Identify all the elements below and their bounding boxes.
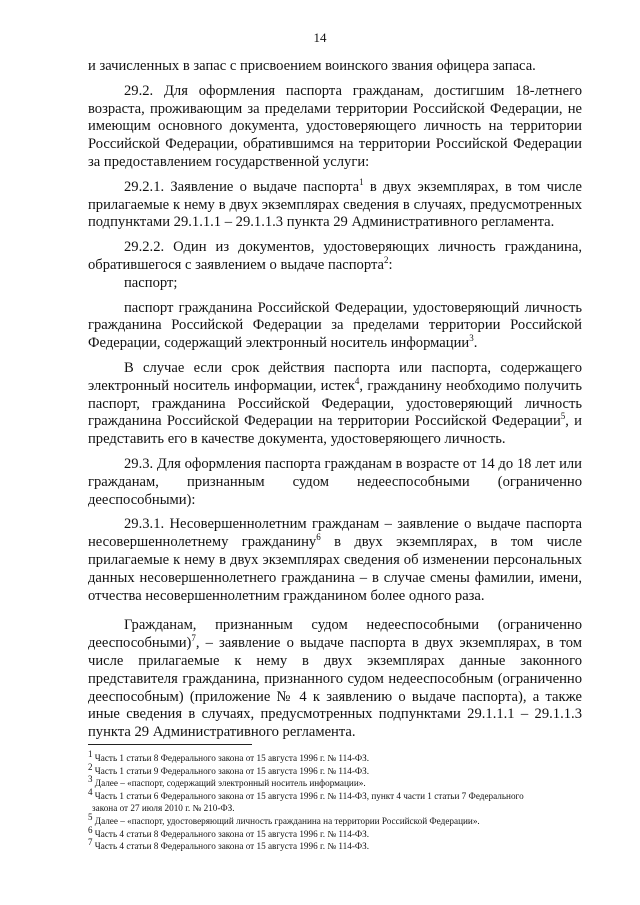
- text-segment: в двух экземплярах, в том числе прилагаемые к нему в двух экземплярах сведения в случаях, предусмотренных подпунктами 29.1.1.1 – 29.1.1.3 пункта 29 Административного регламента.: [88, 178, 582, 231]
- paragraph-continuation: и зачисленных в запас с присвоением воинского звания офицера запаса.: [88, 58, 536, 74]
- paragraph-expired: [88, 360, 582, 449]
- footnote-divider: [88, 744, 252, 745]
- footnote-ref-3: 3: [469, 333, 474, 344]
- footnote-4-continuation: закона от 27 июля 2010 г. № 210-ФЗ.: [92, 803, 235, 814]
- text-segment: В случае если срок действия паспорта или паспорта, содержащего электронный носитель информации, истек: [88, 359, 582, 394]
- footnote-2: [88, 761, 584, 778]
- footnote-text: Далее – «паспорт, удостоверяющий личность гражданина на территории Российской Федерации».: [94, 815, 480, 826]
- footnote-ref-7: 7: [191, 633, 196, 644]
- paragraph-29-2-2: [88, 239, 582, 275]
- footnote-ref-2: 2: [384, 255, 389, 266]
- footnote-4: [88, 786, 584, 803]
- footnote-text: Часть 4 статьи 8 Федерального закона от 15 августа 1996 г. № 114-ФЗ.: [94, 841, 370, 852]
- text-segment: Гражданам, признанным судом недееспособными (ограниченно дееспособными): [88, 617, 582, 652]
- text-segment: .: [473, 335, 478, 352]
- text-segment: , – заявление о выдаче паспорта в двух экземплярах, в том числе прилагаемые к нему в двух экземплярах данные законного представителя гражданина, признанного судом недееспособным (ограниченно дееспособным) (приложение № 4 к заявлению о выдаче паспорта), а также иные сведения в случаях, предусмотренных подпунктами 29.1.1.1 – 29.1.1.3 пункта 29 Административного регламента.: [88, 635, 582, 741]
- footnote-1: [88, 748, 584, 765]
- footnote-6: [88, 824, 584, 841]
- footnote-mark: 2: [88, 761, 93, 772]
- text-segment: паспорт гражданина Российской Федерации, удостоверяющий личность гражданина Российской Федерации за пределами территории Российской Федерации, содержащий электронный носитель информации: [88, 299, 582, 352]
- paragraph-incapacitated: [88, 617, 582, 742]
- footnote-text: Часть 1 статьи 6 Федерального закона от 15 августа 1996 г. № 114-ФЗ, пункт 4 части 1 статьи 7 Федерального: [94, 790, 524, 801]
- footnotes: [88, 748, 584, 853]
- footnote-mark: 4: [88, 786, 93, 797]
- text-segment: в двух экземплярах, в том числе прилагаемые к нему в двух экземплярах сведения об изменении персональных данных несовершеннолетнего гражданина – в случае смены фамилии, имени, отчества несовершеннолетним гражданином более одного раза.: [88, 534, 582, 604]
- footnote-text: Часть 4 статьи 8 Федерального закона от 15 августа 1996 г. № 114-ФЗ.: [94, 828, 370, 839]
- paragraph-foreign-passport: [88, 300, 582, 353]
- page-number: 14: [313, 30, 327, 45]
- paragraph-29-2: 29.2. Для оформления паспорта гражданам, достигшим 18-летнего возраста, проживающим за пределами территории Российской Федерации, не имеющим основного документа, удостоверяющего личность на территории Российской Федерации, обратившимся на территории Российской Федерации за предоставлением государственной услуги:: [88, 82, 582, 170]
- footnote-text: Далее – «паспорт, содержащий электронный носитель информации».: [94, 778, 366, 789]
- footnote-ref-1: 1: [359, 176, 364, 187]
- footnote-7: [88, 837, 584, 853]
- text-segment: :: [388, 256, 393, 273]
- footnote-ref-4: 4: [354, 375, 360, 386]
- footnote-mark: 3: [88, 774, 93, 785]
- footnote-ref-6: 6: [316, 532, 321, 543]
- document-body: [88, 58, 582, 742]
- paragraph-passport: паспорт;: [124, 274, 178, 291]
- footnote-3: [88, 774, 584, 790]
- text-segment: , и представить его в качестве документа, удостоверяющего личность.: [88, 413, 582, 448]
- text-segment: 29.2.2. Один из документов, удостоверяющих личность гражданина, обратившегося с заявлением о выдаче паспорта: [88, 239, 582, 273]
- text-segment: , гражданину необходимо получить паспорт, гражданина Российской Федерации, удостоверяющий личность гражданина Российской Федерации на территории Российской Федерации: [88, 377, 582, 430]
- footnote-text: Часть 1 статьи 8 Федерального закона от 15 августа 1996 г. № 114-ФЗ.: [94, 753, 370, 763]
- footnote-mark: 6: [88, 824, 93, 835]
- paragraph-29-2-1: [88, 176, 582, 232]
- footnote-mark: 7: [88, 837, 93, 848]
- footnote-text: Часть 1 статьи 9 Федерального закона от 15 августа 1996 г. № 114-ФЗ.: [94, 765, 370, 776]
- footnote-ref-5: 5: [560, 411, 566, 422]
- text-segment: 29.2.1. Заявление о выдаче паспорта: [124, 178, 360, 195]
- footnote-5: [88, 811, 584, 828]
- paragraph-29-3: 29.3. Для оформления паспорта гражданам в возрасте от 14 до 18 лет или гражданам, признанным судом недееспособными (ограниченно дееспособными):: [88, 455, 582, 508]
- footnote-mark: 5: [88, 811, 93, 822]
- footnote-mark: 1: [88, 748, 93, 759]
- paragraph-29-3-1: [88, 516, 582, 605]
- text-segment: 29.3.1. Несовершеннолетним гражданам – заявление о выдаче паспорта несовершеннолетнему гражданину: [88, 516, 582, 551]
